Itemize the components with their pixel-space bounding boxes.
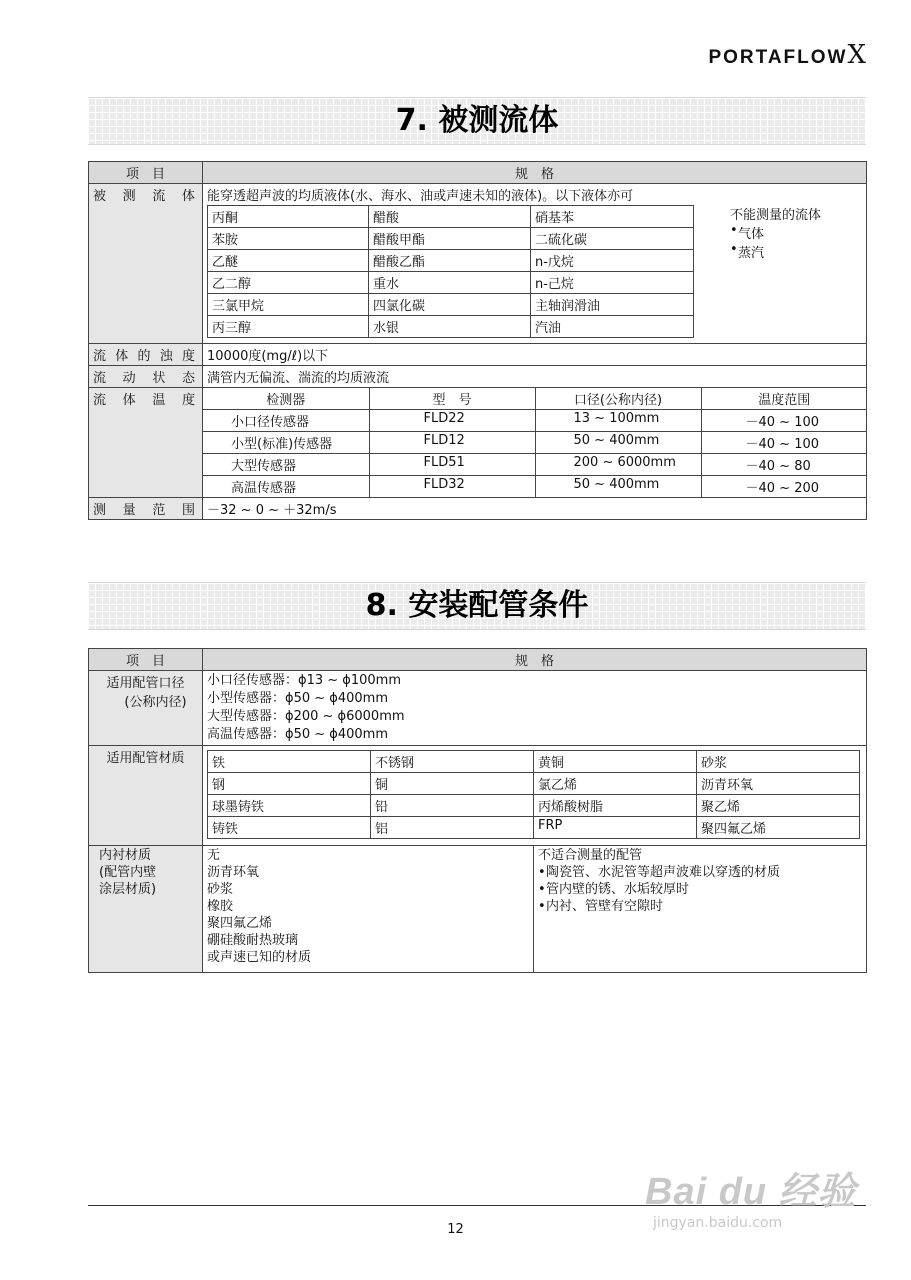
sensor-name: 高温传感器 [203,476,369,498]
diameter-label: 适用配管口径 [106,676,185,691]
fluid-grid-row [208,272,694,294]
flow-label [93,367,195,386]
label-char: 流 [152,189,166,204]
turbidity-label [93,345,195,364]
temperature-label [93,389,195,408]
material-label: 适用配管材质 [89,746,203,846]
label-char: 体 [181,189,195,204]
lining-item: 或声速已知的材质 [207,950,312,965]
label-char: 度 [181,349,195,364]
diameter-line: 高温传感器：ϕ50 ~ ϕ400mm [207,727,388,742]
diameter-label-cell [89,671,203,746]
material-name: 砂浆 [697,751,860,773]
temperature-row [203,432,867,454]
material-name: 聚四氟乙烯 [697,817,860,839]
temperature-header: 型 号 [369,388,535,410]
fluid-value-cell [203,184,867,344]
lining-item: 橡胶 [207,899,234,914]
brand-logo: PORTAFLOWX [708,40,866,70]
page-number: 12 [447,1222,464,1237]
col-spec-header: 规 格 [203,162,867,184]
material-name: 聚乙烯 [697,795,860,817]
diameter: 13 ~ 100mm [535,410,701,432]
temp-range: －40 ~ 100 [701,432,867,454]
temp-range: －40 ~ 200 [745,481,820,496]
fluid-name: n-戊烷 [531,250,694,272]
label-char: 流 [93,393,107,408]
model: FLD12 [369,432,535,454]
watermark-url: jingyan.baidu.com [653,1215,783,1231]
lining-label-line: 内衬材质 [99,848,152,863]
material-name: 铜 [371,773,534,795]
sensor-name: 小型(标准)传感器 [203,432,369,454]
lining-label-line: 涂层材质) [99,882,157,897]
fluid-grid-row [208,206,694,228]
sensor-name: 大型传感器 [203,454,369,476]
material-row [208,817,860,839]
material-name: 铁 [208,751,371,773]
section-7-banner [88,97,866,145]
diameter-sublabel: (公称内径) [124,695,187,710]
unsuitable-item: • 陶瓷管、水泥管等超声波难以穿透的材质 [538,864,862,881]
range-label [93,499,195,518]
lining-item: 硼硅酸耐热玻璃 [207,933,299,948]
unsuitable-list [538,864,862,915]
material-name: 沥青环氧 [697,773,860,795]
diameter-values [203,671,867,746]
label-char: 的 [137,349,151,364]
fluid-name: 醋酸乙酯 [369,250,531,272]
fluid-name: 主轴润滑油 [531,294,694,316]
fluid-name: 硝基苯 [531,206,694,228]
fluid-grid [207,205,694,338]
baidu-watermark [645,1160,875,1240]
lining-item: 无 [207,848,221,863]
fluid-name: 汽油 [531,316,694,338]
label-char: 范 [152,503,166,518]
col-item-header: 项 目 [89,162,203,184]
material-name: 铸铁 [208,817,371,839]
model: FLD32 [369,476,535,498]
unmeasurable-title: 不能测量的流体 [730,208,822,223]
unsuitable-block [534,846,867,973]
fluid-name: 醋酸 [369,206,531,228]
fluid-name: 水银 [369,316,531,338]
turbidity-value: 10000度(mg/ℓ)以下 [203,344,867,366]
fluid-grid-row [208,294,694,316]
label-char: 流 [93,349,107,364]
fluid-intro: 能穿透超声波的均质液体(水、海水、油或声速未知的液体)。以下液体亦可 [207,189,634,204]
material-name: 球墨铸铁 [208,795,371,817]
material-name: 丙烯酸树脂 [534,795,697,817]
temperature-header: 温度范围 [701,388,867,410]
temperature-row [203,476,867,498]
label-char: 量 [122,503,136,518]
unmeasurable-list [730,223,821,261]
label-char: 测 [122,189,136,204]
temperature-header-row [203,388,867,410]
label-char: 浊 [159,349,173,364]
diameter-line: 大型传感器：ϕ200 ~ ϕ6000mm [207,709,405,724]
diameter-line: 小型传感器：ϕ50 ~ ϕ400mm [207,691,388,706]
section-7-title: 7. 被测流体 [395,103,559,138]
unmeasurable-block [730,204,821,342]
label-char: 围 [181,503,195,518]
material-name: 氯乙烯 [534,773,697,795]
lining-item: 沥青环氧 [207,865,260,880]
label-char: 态 [181,371,195,386]
model: FLD51 [369,454,535,476]
col-item-header-8: 项 目 [89,649,203,671]
temperature-header: 检测器 [203,388,369,410]
material-name: 不锈钢 [371,751,534,773]
material-row [208,751,860,773]
diameter-line: 小口径传感器：ϕ13 ~ ϕ100mm [207,673,401,688]
temperature-row [203,454,867,476]
diameter: 50 ~ 400mm [535,476,701,498]
label-char: 温 [152,393,166,408]
fluid-name: 重水 [369,272,531,294]
lining-label [89,846,203,973]
fluid-name: 乙醚 [208,250,369,272]
temperature-table [203,388,867,497]
unsuitable-item: • 管内壁的锈、水垢较厚时 [538,881,862,898]
fluid-name: 三氯甲烷 [208,294,369,316]
temp-range: －40 ~ 80 [701,454,867,476]
unsuitable-item: • 内衬、管壁有空隙时 [538,898,862,915]
lining-label-line: (配管内壁 [99,865,157,880]
label-char: 体 [115,349,129,364]
unmeasurable-item: • 蒸汽 [730,242,821,261]
fluid-name: 二硫化碳 [531,228,694,250]
lining-list [203,846,534,973]
material-grid [207,750,860,839]
material-row [208,773,860,795]
material-name: 铅 [371,795,534,817]
material-name: 黄铜 [534,751,697,773]
material-name: 铝 [371,817,534,839]
fluid-name: 丙酮 [208,206,369,228]
unsuitable-title: 不适合测量的配管 [538,848,643,863]
fluid-spec-table [88,161,867,520]
flow-value: 满管内无偏流、湍流的均质液流 [203,366,867,388]
fluid-label-cell [89,184,203,344]
temperature-row [203,410,867,432]
label-char: 动 [122,371,136,386]
col-spec-header-8: 规 格 [203,649,867,671]
diameter: 50 ~ 400mm [535,432,701,454]
sensor-name: 小口径传感器 [203,410,369,432]
section-8-title: 8. 安装配管条件 [365,588,589,623]
label-char: 测 [93,503,107,518]
label-char: 状 [152,371,166,386]
label-char: 体 [122,393,136,408]
watermark-logo: Bai du 经验 [645,1171,857,1213]
fluid-name: 四氯化碳 [369,294,531,316]
unmeasurable-item: • 气体 [730,223,821,242]
fluid-name: 苯胺 [208,228,369,250]
material-name: FRP [534,817,697,839]
label-char: 被 [93,189,107,204]
fluid-grid-row [208,316,694,338]
material-name: 钢 [208,773,371,795]
fluid-grid-row [208,228,694,250]
lining-item: 聚四氟乙烯 [207,916,273,931]
label-char: 流 [93,371,107,386]
temperature-value-cell [203,388,867,498]
piping-spec-table [88,648,867,973]
fluid-label [93,185,195,204]
material-value-cell [203,746,867,846]
range-value: －32 ~ 0 ~ ＋32m/s [203,498,867,520]
fluid-name: 丙三醇 [208,316,369,338]
model: FLD22 [369,410,535,432]
fluid-name: 醋酸甲酯 [369,228,531,250]
fluid-name: n-己烷 [531,272,694,294]
material-row [208,795,860,817]
lining-item: 砂浆 [207,882,234,897]
section-8-banner [88,582,866,630]
label-char: 度 [181,393,195,408]
temperature-header: 口径(公称内径) [535,388,701,410]
temp-range: －40 ~ 100 [701,410,867,432]
fluid-name: 乙二醇 [208,272,369,294]
fluid-grid-row [208,250,694,272]
diameter: 200 ~ 6000mm [535,454,701,476]
